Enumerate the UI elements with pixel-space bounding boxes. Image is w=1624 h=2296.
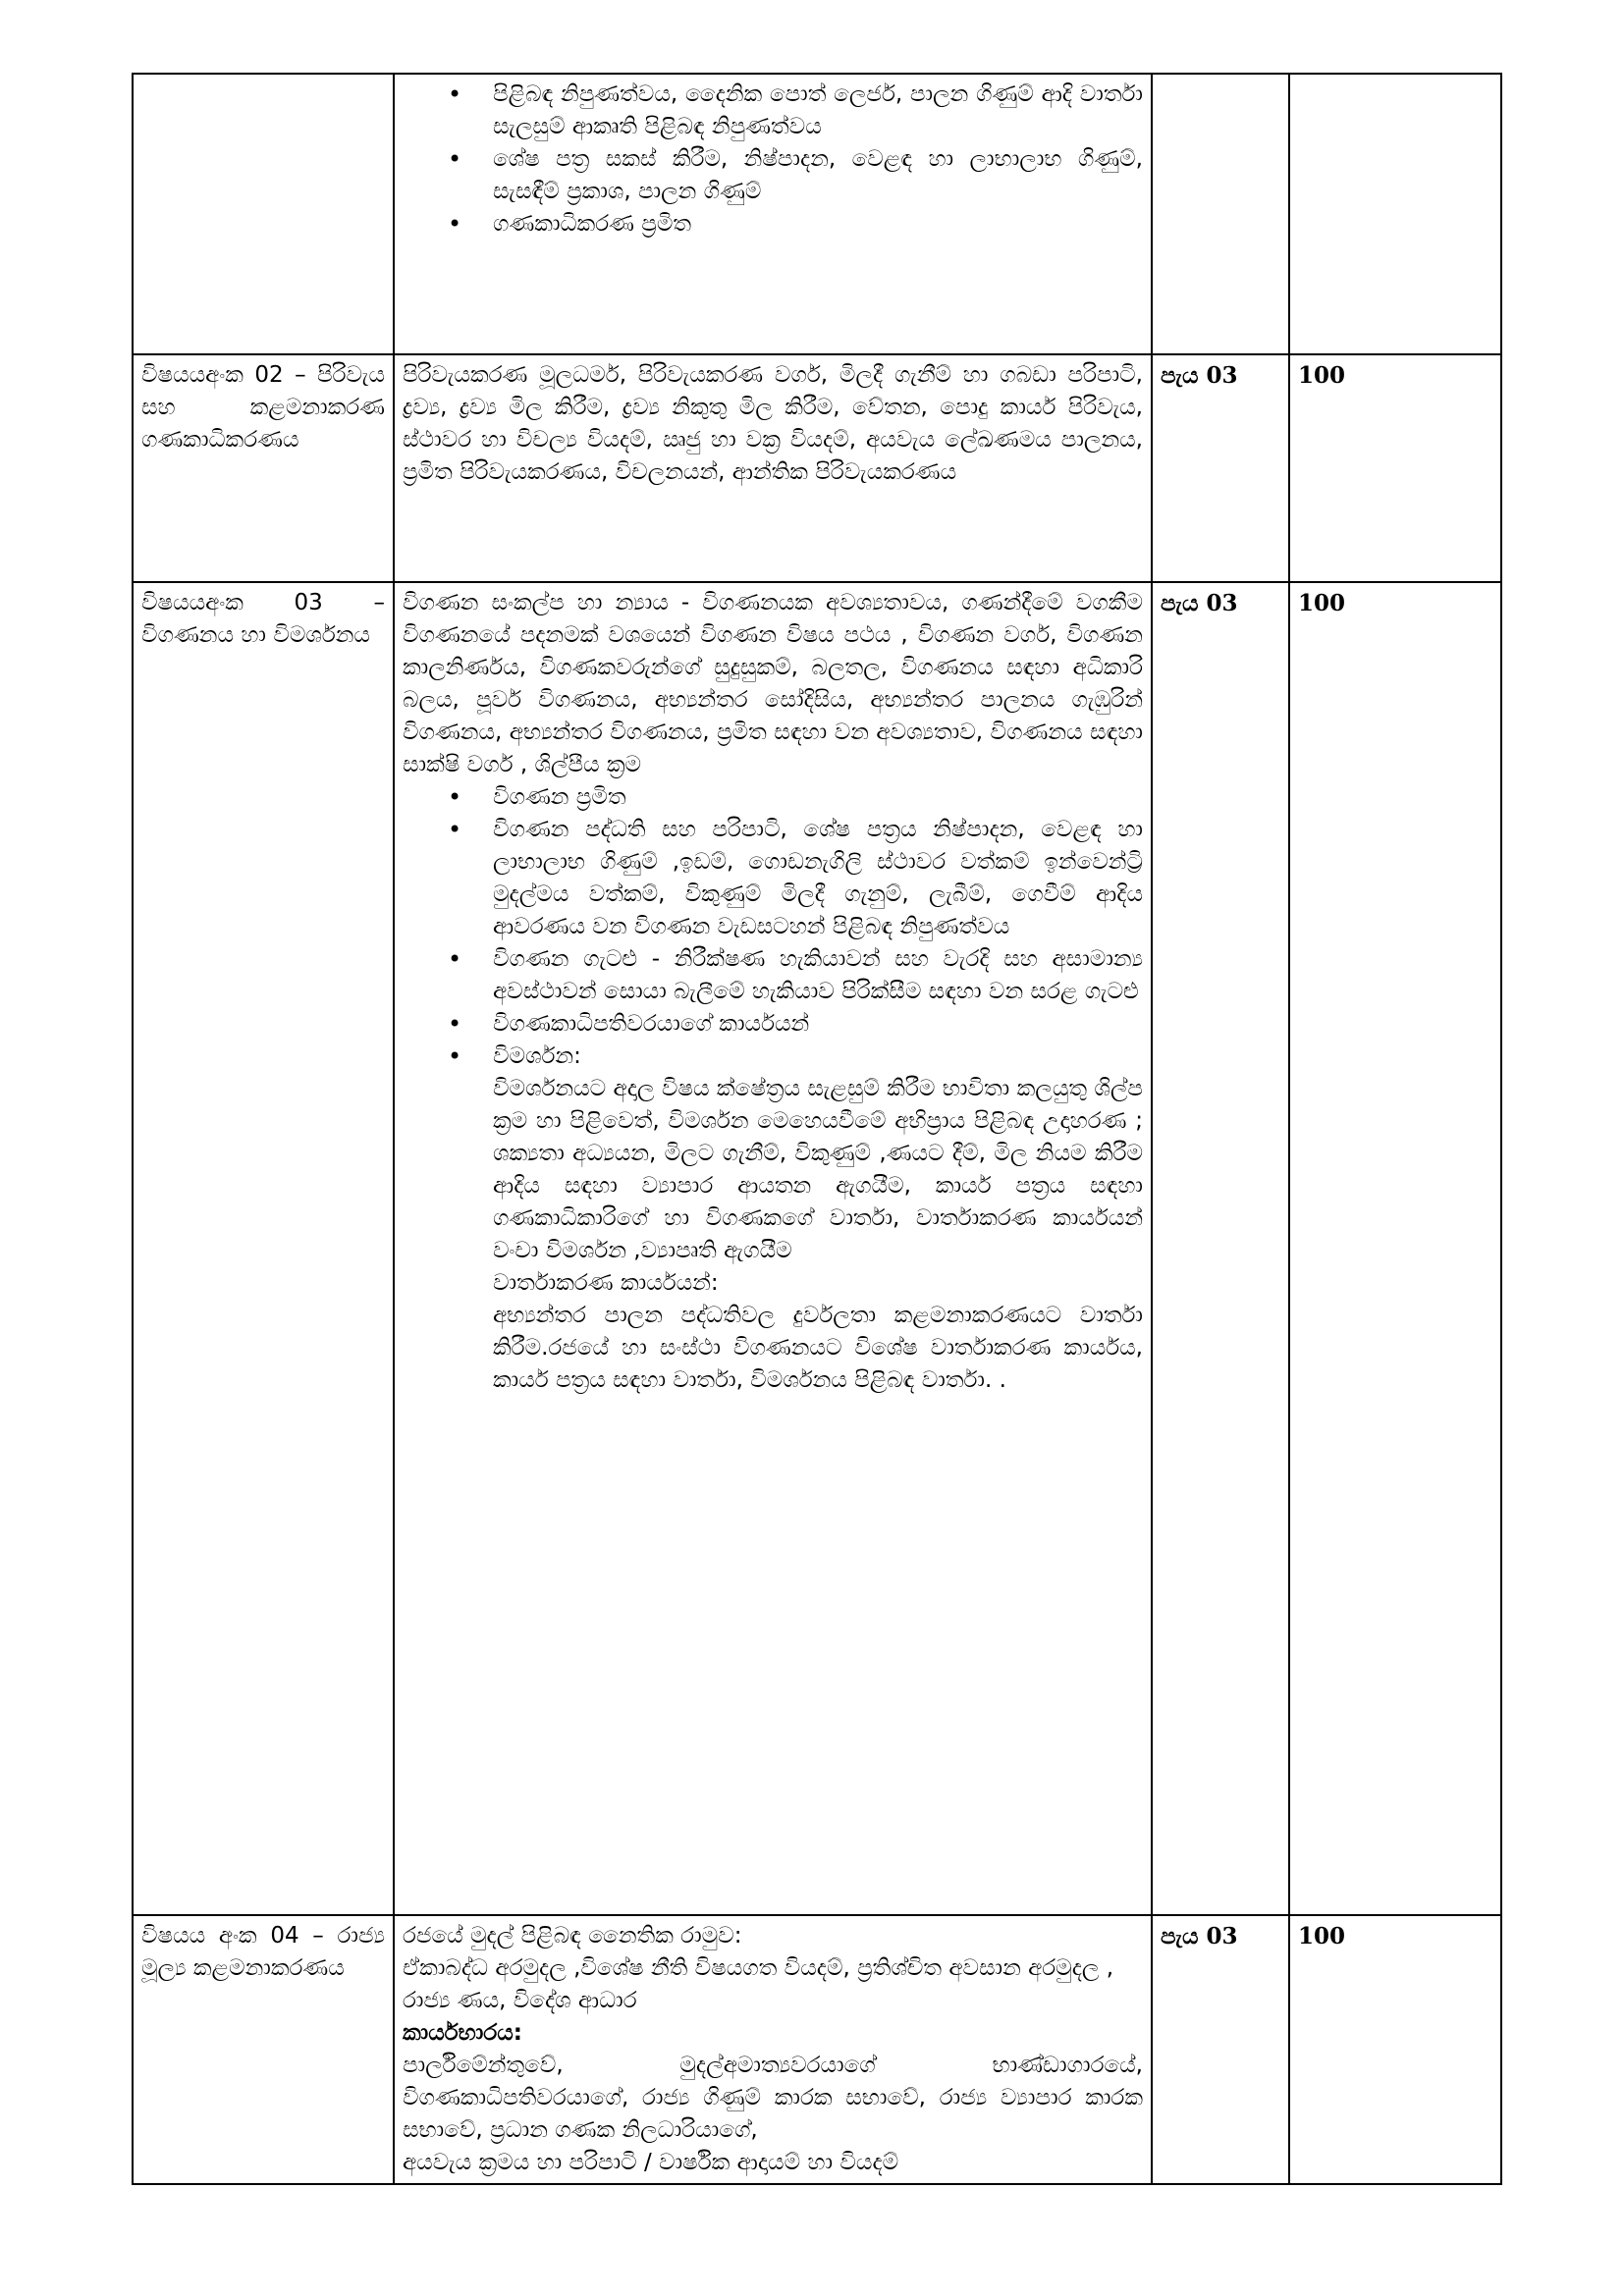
list-item: • ශේෂ පත්‍ර සකස් කිරීම, නිෂ්පාදන, වෙළඳ හා ලාභාලාභ ගිණුම්, සැසඳීම් ප්‍රකාශ, පාලන ගිණුම් <box>493 143 1143 208</box>
table-row <box>133 582 1501 1915</box>
duration-cell: පැය 03 <box>1152 354 1289 582</box>
bullet-list <box>403 79 1143 240</box>
subject-cell: විෂයය අංක 04 – රාජ්‍ය මූල්‍ය කළමනාකරණය <box>133 1915 394 2184</box>
investigation-label: • විමර්ශන: <box>493 1043 581 1069</box>
marks-cell: 100 <box>1289 354 1501 582</box>
content-cell: පිරිවැයකරණ මූලධර්ම, පිරිවැයකරණ වර්ග, මිලදී ගැනීම් හා ගබඩා පරිපාටි, ද්‍රව්‍ය, ද්‍රව්‍ය මිල කිරීම, ද්‍රව්‍ය නිකුතු මිල කිරීම, වේතන, පොදු කාර්ය පිරිවැය, ස්ථාවර හා විචල්‍ය වියදම්, ඍජු හා වක්‍ර වියදම්, අයවැය ලේඛණමය පාලනය, ප්‍රමිත පිරිවැයකරණය, විචලනයන්, ආන්තික පිරිවැයකරණය <box>394 354 1152 582</box>
list-item <box>493 1041 1143 1397</box>
framework-label: රජයේ මුදල් පිළිබඳ නෛතික රාමුව: <box>403 1923 742 1949</box>
bullet-list <box>403 781 1143 1397</box>
table-row <box>133 354 1501 582</box>
budget-text: අයවැය ක්‍රමය හා පරිපාටි / වාර්ෂික ආදායම් හා වියදම් <box>403 2150 899 2175</box>
marks-cell: 100 <box>1289 582 1501 1915</box>
subject-cell: විෂයයඅංක 02 – පිරිවැය සහ කළමනාකරණ ගණකාධිකරණය <box>133 354 394 582</box>
investigation-text: විමර්ශනයට අදාල විෂය ක්ෂේත්‍රය සැළසුම් කිරීම භාවිතා කලයුතු ශිල්ප ක්‍රම හා පිළිවෙත්, විමර්ශන මෙහෙයවීමේ අභිප්‍රාය පිළිබඳ උදාහරණ ; ශක්‍යතා අධ්‍යයන, මිලට ගැනීම්, විකුණුම් ,ණයට දීම්, මිල නියම කිරීම ආදිය සඳහා ව්‍යාපාර ආයතන ඇගයීම, කාර්ය පත්‍රය සඳහා ගණකාධිකාරිගේ හා විගණකගේ වාර්තා, වාර්තාකරණ කාර්යයන් වංචා විමර්ශන ,ව්‍යාපෘති ඇගයීම <box>493 1076 1143 1263</box>
list-item: • විගණකාධිපතිවරයාගේ කාර්යයන් <box>493 1008 1143 1041</box>
list-item: • විගණන ප්‍රමිත <box>493 781 1143 814</box>
roles-text: පාර්ලිමේන්තුවේ, මුදල්අමාත්‍යවරයාගේ භාණ්ඩාගාරයේ, විගණකාධිපතිවරයාගේ, රාජ්‍ය ගිණුම් කාරක සභාවේ, රාජ්‍ය ව්‍යාපාර කාරක සභාවේ, ප්‍රධාන ගණක නිලධාරියාගේ, <box>403 2053 1143 2143</box>
table-row <box>133 74 1501 354</box>
list-item: • ගණකාධිකරණ ප්‍රමිත <box>493 208 1143 240</box>
marks-cell: 100 <box>1289 1915 1501 2184</box>
list-item: • විගණන පද්ධති සහ පරිපාටි, ශේෂ පත්‍රය නිෂ්පාදන, වෙළඳ හා ලාභාලාභ ගිණුම් ,ඉඩම්, ගොඩනැගිලි ස්ථාවර වත්කම් ඉන්වෙන්ට්‍රි මුදල්මය වත්කම්, විකුණුම් මිලදී ගැනුම්, ලැබීම්, ගෙවීම් ආදිය ආවරණය වන විගණන වැඩසටහන් පිළිබඳ නිපුණත්වය <box>493 814 1143 943</box>
duration-cell: පැය 03 <box>1152 1915 1289 2184</box>
subject-cell <box>133 74 394 354</box>
reporting-label: වාර්තාකරණ කාර්යයන්: <box>493 1270 719 1296</box>
table-row <box>133 1915 1501 2184</box>
syllabus-table <box>132 73 1502 2185</box>
roles-label: කාර්යභාරය: <box>403 2020 522 2046</box>
marks-cell <box>1289 74 1501 354</box>
subject-cell: විෂයයඅංක 03 – විගණනය හා විමර්ශනය <box>133 582 394 1915</box>
content-paragraph: විගණන සංකල්ප හා න්‍යාය - විගණනයක අවශ්‍යතාවය, ගණන්දීමේ වගකීම විගණනයේ පදනමක් වශයෙන් විගණන විෂය පථය , විගණන වර්ග, විගණන කාලනිර්ණය, විගණකවරුන්ගේ සුදුසුකම්, බලතල, විගණනය සඳහා අධිකාරි බලය, පූර්ව විගණනය, අභ්‍යන්තර සෝදිසිය, අභ්‍යන්තර පාලනය ගැඹුරින් විගණනය, අභ්‍යන්තර විගණනය, ප්‍රමිත සඳහා වන අවශ්‍යතාව, විගණනය සඳහා සාක්ෂි වර්ග , ශිල්පීය ක්‍රම <box>403 590 1143 777</box>
duration-cell: පැය 03 <box>1152 582 1289 1915</box>
reporting-text: අභ්‍යන්තර පාලන පද්ධතිවල දුර්වලතා කළමනාකරණයට වාර්තා කිරීම.රජයේ හා සංස්ථා විගණනයට විශේෂ වාර්තාකරණ කාර්යය, කාර්ය පත්‍රය සඳහා වාර්තා, විමර්ශනය පිළිබඳ වාර්තා. . <box>493 1303 1143 1393</box>
content-cell <box>394 1915 1152 2184</box>
list-item: • පිළිබඳ නිපුණත්වය, දෛනික පොත් ලෙජර්, පාලන ගිණුම් ආදි වාර්තා සැලසුම් ආකෘති පිළිබඳ නිපුණත්වය <box>493 79 1143 143</box>
content-cell <box>394 582 1152 1915</box>
framework-text: ඒකාබද්ධ අරමුදල ,විශේෂ නීති විෂයගත වියදම්, ප්‍රතිශ්චිත අවසාන අරමුදල , රාජ්‍ය ණය, විදේශ ආධාර <box>403 1955 1114 2013</box>
content-cell <box>394 74 1152 354</box>
list-item: • විගණන ගැටළු - නිරීක්ෂණ හැකියාවන් සහ වැරදි සහ අසාමාන්‍ය අවස්ථාවන් සොයා බැලීමේ හැකියාව පිරික්සීම සඳහා වන සරළ ගැටළු <box>493 943 1143 1008</box>
duration-cell <box>1152 74 1289 354</box>
